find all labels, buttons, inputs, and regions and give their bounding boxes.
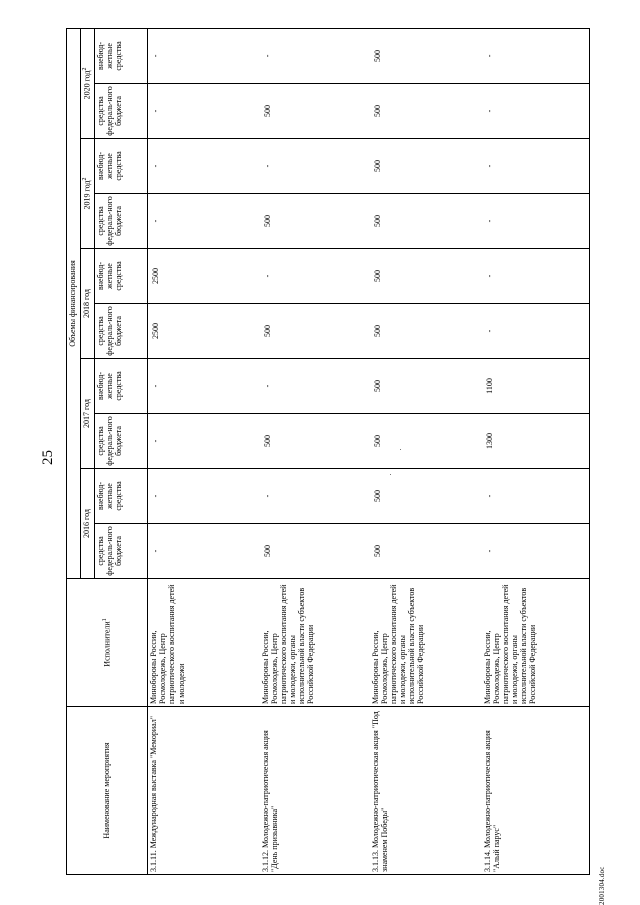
- table-header: [67, 28, 148, 874]
- file-footer: 2001304.doc: [598, 866, 606, 905]
- value-cell: -: [260, 469, 370, 524]
- year-label: 2018 год: [82, 289, 91, 318]
- value-cell: -: [148, 84, 260, 139]
- event-executors: Минобороны России, Росмолодежь, Центр патриотического воспитания детей и молодежи, органы исполнительной власти субъектов Российской Федерации: [260, 579, 370, 707]
- value-cell: 500: [370, 28, 482, 83]
- value-cell: -: [260, 28, 370, 83]
- value-cell: 500: [370, 359, 482, 414]
- event-name: 3.1.11. Международная выставка "Мемориал": [148, 707, 260, 875]
- value-cell: -: [482, 524, 590, 579]
- value-cell: -: [148, 139, 260, 194]
- header-extrabudgetary: внебюд-жетные средства: [95, 359, 148, 414]
- value-cell: 500: [260, 304, 370, 359]
- year-label: 2017 год: [82, 399, 91, 428]
- header-executors-text: Исполнители: [102, 621, 112, 667]
- value-cell: 500: [260, 194, 370, 249]
- event-executors: Минобороны России, Росмолодежь, Центр патриотического воспитания детей и молодежи, органы исполнительной власти субъектов Российской Федерации: [370, 579, 482, 707]
- value-cell: 500: [370, 524, 482, 579]
- value-cell: 500: [370, 414, 482, 469]
- value-cell: -: [482, 304, 590, 359]
- header-year-2016: [81, 469, 95, 579]
- value-cell: 500: [260, 524, 370, 579]
- value-cell: -: [148, 414, 260, 469]
- funding-table: [66, 28, 590, 875]
- header-event-name: [67, 707, 148, 875]
- value-cell: -: [482, 28, 590, 83]
- scan-speck: [390, 474, 391, 475]
- value-cell: -: [482, 139, 590, 194]
- header-federal-budget: средства федераль-ного бюджета: [95, 194, 148, 249]
- value-cell: 500: [370, 249, 482, 304]
- header-year-2018: [81, 249, 95, 359]
- value-cell: -: [260, 249, 370, 304]
- header-extrabudgetary: внебюд-жетные средства: [95, 469, 148, 524]
- table-row: [482, 28, 590, 874]
- header-executors: [67, 579, 148, 707]
- value-cell: 2500: [148, 304, 260, 359]
- header-year-2017: [81, 359, 95, 469]
- value-cell: -: [148, 28, 260, 83]
- header-extrabudgetary: внебюд-жетные средства: [95, 28, 148, 83]
- value-cell: 500: [260, 84, 370, 139]
- value-cell: 500: [260, 414, 370, 469]
- value-cell: 1300: [482, 414, 590, 469]
- value-cell: 500: [370, 304, 482, 359]
- header-year-2020: [81, 28, 95, 138]
- table-row: [370, 28, 482, 874]
- header-extrabudgetary: внебюд-жетные средства: [95, 139, 148, 194]
- value-cell: -: [482, 249, 590, 304]
- scan-speck: [400, 449, 401, 450]
- value-cell: 500: [370, 139, 482, 194]
- table-body: [148, 28, 590, 874]
- year-label: 2019 год: [82, 180, 92, 210]
- value-cell: -: [260, 359, 370, 414]
- header-extrabudgetary: внебюд-жетные средства: [95, 249, 148, 304]
- header-federal-budget: средства федераль-ного бюджета: [95, 84, 148, 139]
- table-row: [148, 28, 260, 874]
- event-executors: Минобороны России, Росмолодежь, Центр патриотического воспитания детей и молодежи: [148, 579, 260, 707]
- header-year-2019: [81, 139, 95, 249]
- header-federal-budget: средства федераль-ного бюджета: [95, 524, 148, 579]
- table-row: [260, 28, 370, 874]
- event-executors: Минобороны России, Росмолодежь, Центр патриотического воспитания детей и молодежи, органы исполнительной власти субъектов Российской Федерации: [482, 579, 590, 707]
- event-name: 3.1.14. Молодежно-патриотическая акция "Алый парус": [482, 707, 590, 875]
- value-cell: -: [482, 469, 590, 524]
- value-cell: -: [148, 359, 260, 414]
- value-cell: -: [482, 194, 590, 249]
- header-funding: [67, 28, 81, 578]
- value-cell: -: [148, 524, 260, 579]
- year-label: 2016 год: [82, 509, 91, 538]
- value-cell: -: [148, 469, 260, 524]
- header-event-name-text: Наименование мероприятия: [102, 742, 112, 839]
- header-federal-budget: средства федераль-ного бюджета: [95, 414, 148, 469]
- event-name: 3.1.12. Молодежно-патриотическая акция "День призывника": [260, 707, 370, 875]
- page-number: 25: [40, 450, 56, 465]
- header-federal-budget: средства федераль-ного бюджета: [95, 304, 148, 359]
- value-cell: 2500: [148, 249, 260, 304]
- header-funding-text: Объемы финансирования: [68, 260, 77, 347]
- year-footnote: 2: [82, 177, 88, 181]
- value-cell: 1100: [482, 359, 590, 414]
- year-label: 2020 год: [82, 70, 92, 100]
- event-name: 3.1.13. Молодежно-патриотическая акция "Под знаменем Победы": [370, 707, 482, 875]
- value-cell: 500: [370, 84, 482, 139]
- value-cell: 500: [370, 194, 482, 249]
- value-cell: -: [260, 139, 370, 194]
- value-cell: -: [482, 84, 590, 139]
- header-executors-footnote: 1: [102, 618, 109, 622]
- value-cell: 500: [370, 469, 482, 524]
- year-footnote: 2: [82, 67, 88, 71]
- value-cell: -: [148, 194, 260, 249]
